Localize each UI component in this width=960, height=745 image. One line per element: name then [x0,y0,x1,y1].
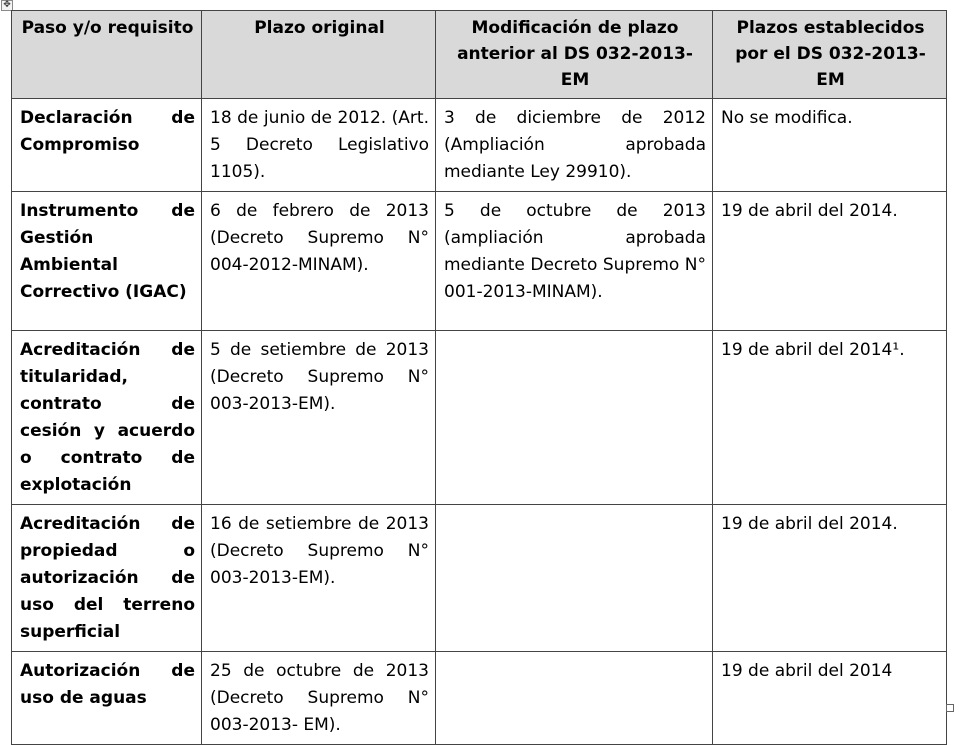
step-cell: Autorización de uso de aguas [12,652,202,745]
established-cell: 19 de abril del 2014 [713,652,947,745]
established-cell: 19 de abril del 2014¹. [713,331,947,505]
established-cell: 19 de abril del 2014. [713,505,947,652]
original-cell: 16 de setiembre de 2013 (Decreto Supremo N° 003-2013-EM). [202,505,436,652]
modification-cell [436,505,713,652]
header-established-deadline: Plazos establecidos por el DS 032-2013-EM [713,11,947,99]
step-cell: Instrumento de Gestión Ambiental Correctivo (IGAC) [12,192,202,331]
table-header-row [12,11,947,99]
step-cell: Declaración de Compromiso [12,99,202,192]
header-step: Paso y/o requisito [12,11,202,99]
modification-cell [436,652,713,745]
modification-cell: 5 de octubre de 2013 (ampliación aprobada mediante Decreto Supremo N° 001-2013-MINAM). [436,192,713,331]
table-row [12,99,947,192]
table-move-handle-icon[interactable]: ✥ [1,0,13,11]
table-row [12,192,947,331]
step-cell: Acreditación de propiedad o autorización de uso del terreno superficial [12,505,202,652]
established-cell: No se modifica. [713,99,947,192]
modification-cell [436,331,713,505]
table-resize-handle-icon[interactable] [946,704,954,712]
table-row [12,652,947,745]
modification-cell: 3 de diciembre de 2012 (Ampliación aprobada mediante Ley 29910). [436,99,713,192]
header-previous-modification: Modificación de plazo anterior al DS 032-2013-EM [436,11,713,99]
deadlines-table [11,10,947,745]
table-row [12,331,947,505]
original-cell: 5 de setiembre de 2013 (Decreto Supremo N° 003-2013-EM). [202,331,436,505]
header-original-deadline: Plazo original [202,11,436,99]
original-cell: 25 de octubre de 2013 (Decreto Supremo N° 003-2013- EM). [202,652,436,745]
table-row [12,505,947,652]
original-cell: 18 de junio de 2012. (Art. 5 Decreto Legislativo 1105). [202,99,436,192]
original-cell: 6 de febrero de 2013 (Decreto Supremo N° 004-2012-MINAM). [202,192,436,331]
established-cell: 19 de abril del 2014. [713,192,947,331]
step-cell: Acreditación de titularidad, contrato de cesión y acuerdo o contrato de explotación [12,331,202,505]
